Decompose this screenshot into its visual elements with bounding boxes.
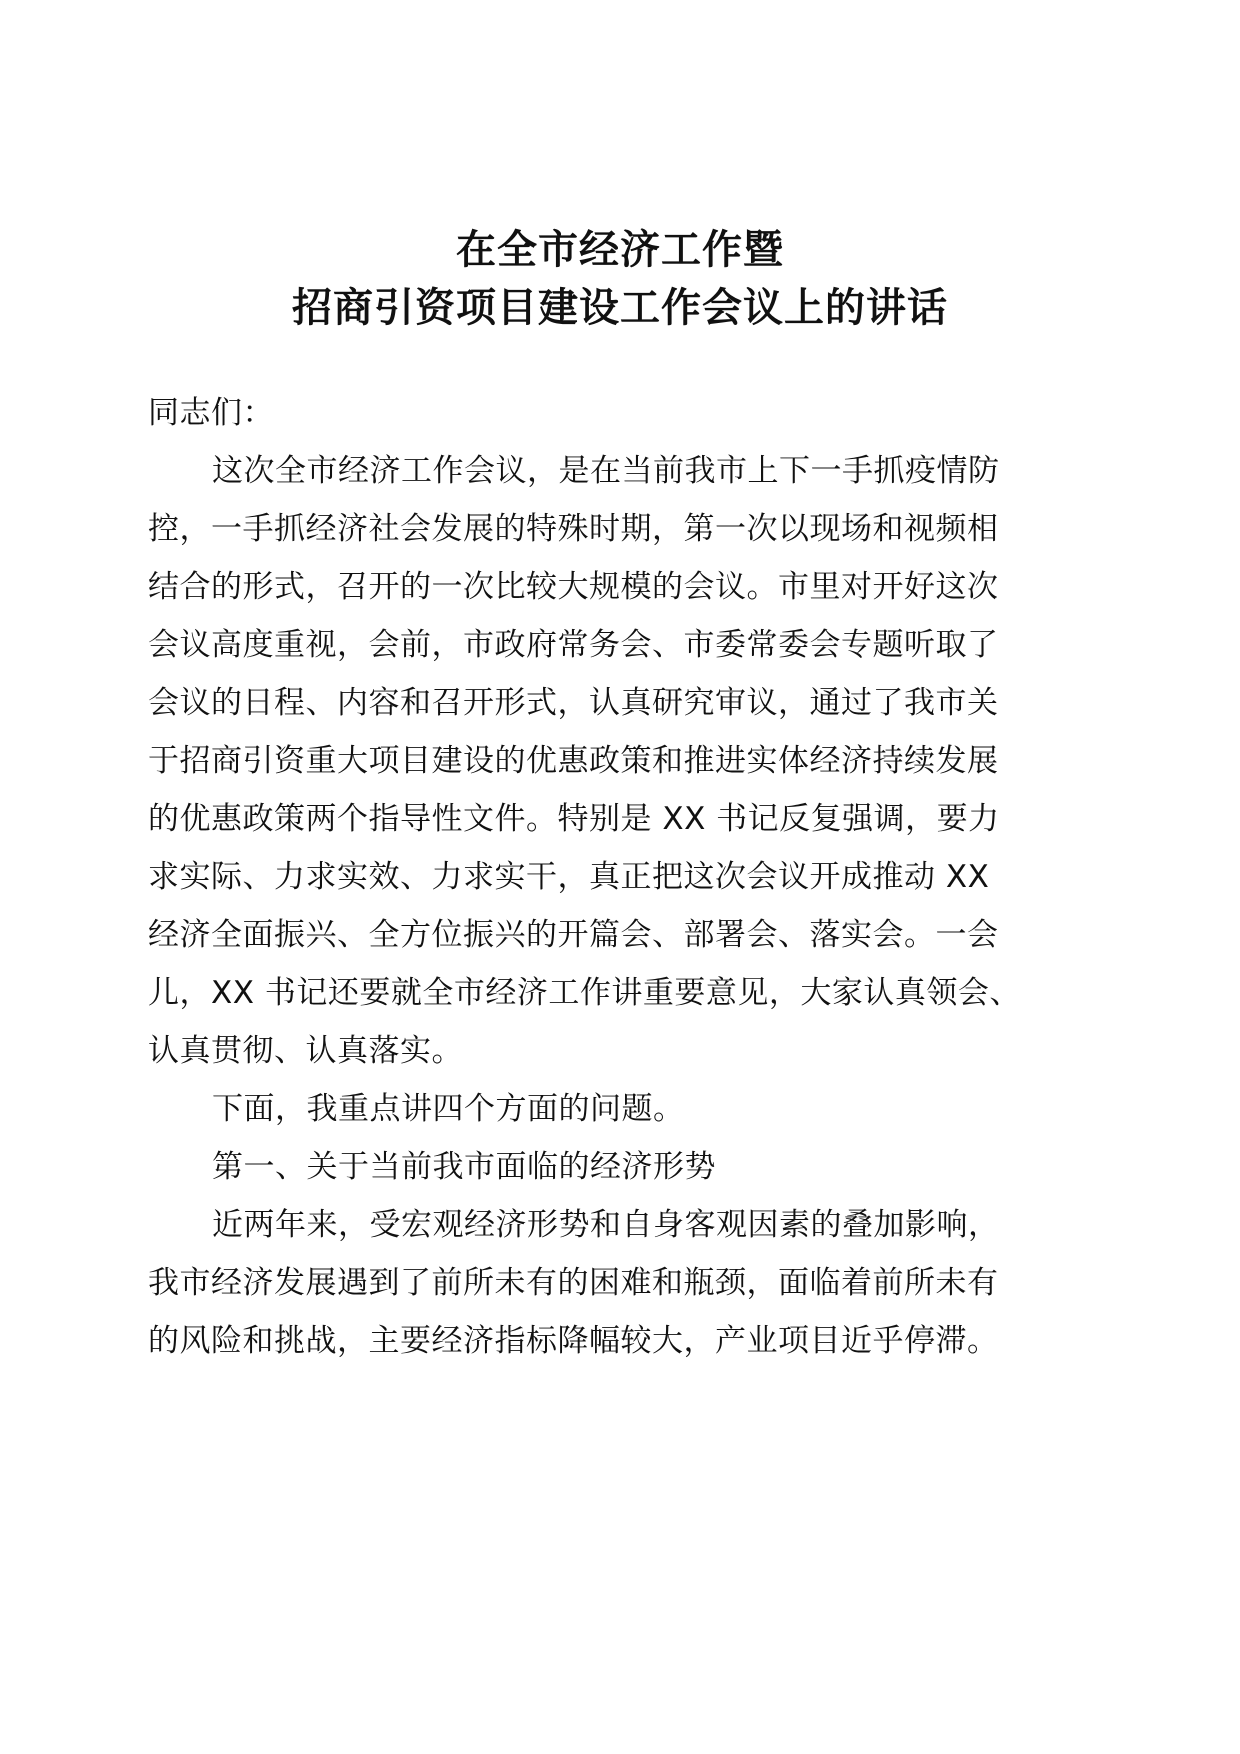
document-title-line-1: 在全市经济工作暨	[456, 227, 784, 273]
paragraph-line: 这次全市经济工作会议，是在当前我市上下一手抓疫情防	[212, 453, 1000, 489]
paragraph-line: 于招商引资重大项目建设的优惠政策和推进实体经济持续发展	[148, 743, 999, 779]
document-title-line-2: 招商引资项目建设工作会议上的讲话	[292, 285, 948, 331]
document-body	[148, 390, 1021, 1376]
paragraph-line: 结合的形式，召开的一次比较大规模的会议。市里对开好这次	[148, 569, 999, 605]
salutation: 同志们：	[148, 395, 274, 431]
paragraph-line: 我市经济发展遇到了前所未有的困难和瓶颈，面临着前所未有	[148, 1265, 999, 1301]
paragraph-line: 控，一手抓经济社会发展的特殊时期，第一次以现场和视频相	[148, 511, 999, 547]
paragraph-line: 经济全面振兴、全方位振兴的开篇会、部署会、落实会。一会	[148, 917, 999, 953]
section-heading: 第一、关于当前我市面临的经济形势	[212, 1149, 716, 1185]
paragraph-line: 会议的日程、内容和召开形式，认真研究审议，通过了我市关	[148, 685, 999, 721]
paragraph-line: 求实际、力求实效、力求实干，真正把这次会议开成推动 XX	[148, 859, 990, 895]
paragraph-line: 认真贯彻、认真落实。	[148, 1033, 463, 1069]
paragraph-line: 会议高度重视，会前，市政府常务会、市委常委会专题听取了	[148, 627, 999, 663]
paragraph-line: 的风险和挑战，主要经济指标降幅较大，产业项目近乎停滞。	[148, 1323, 999, 1359]
paragraph-line: 下面，我重点讲四个方面的问题。	[212, 1091, 685, 1127]
paragraph-line: 近两年来，受宏观经济形势和自身客观因素的叠加影响，	[212, 1207, 1000, 1243]
paragraph-line: 的优惠政策两个指导性文件。特别是 XX 书记反复强调，要力	[148, 801, 1000, 837]
paragraph-line: 儿，XX 书记还要就全市经济工作讲重要意见，大家认真领会、	[148, 975, 1021, 1011]
